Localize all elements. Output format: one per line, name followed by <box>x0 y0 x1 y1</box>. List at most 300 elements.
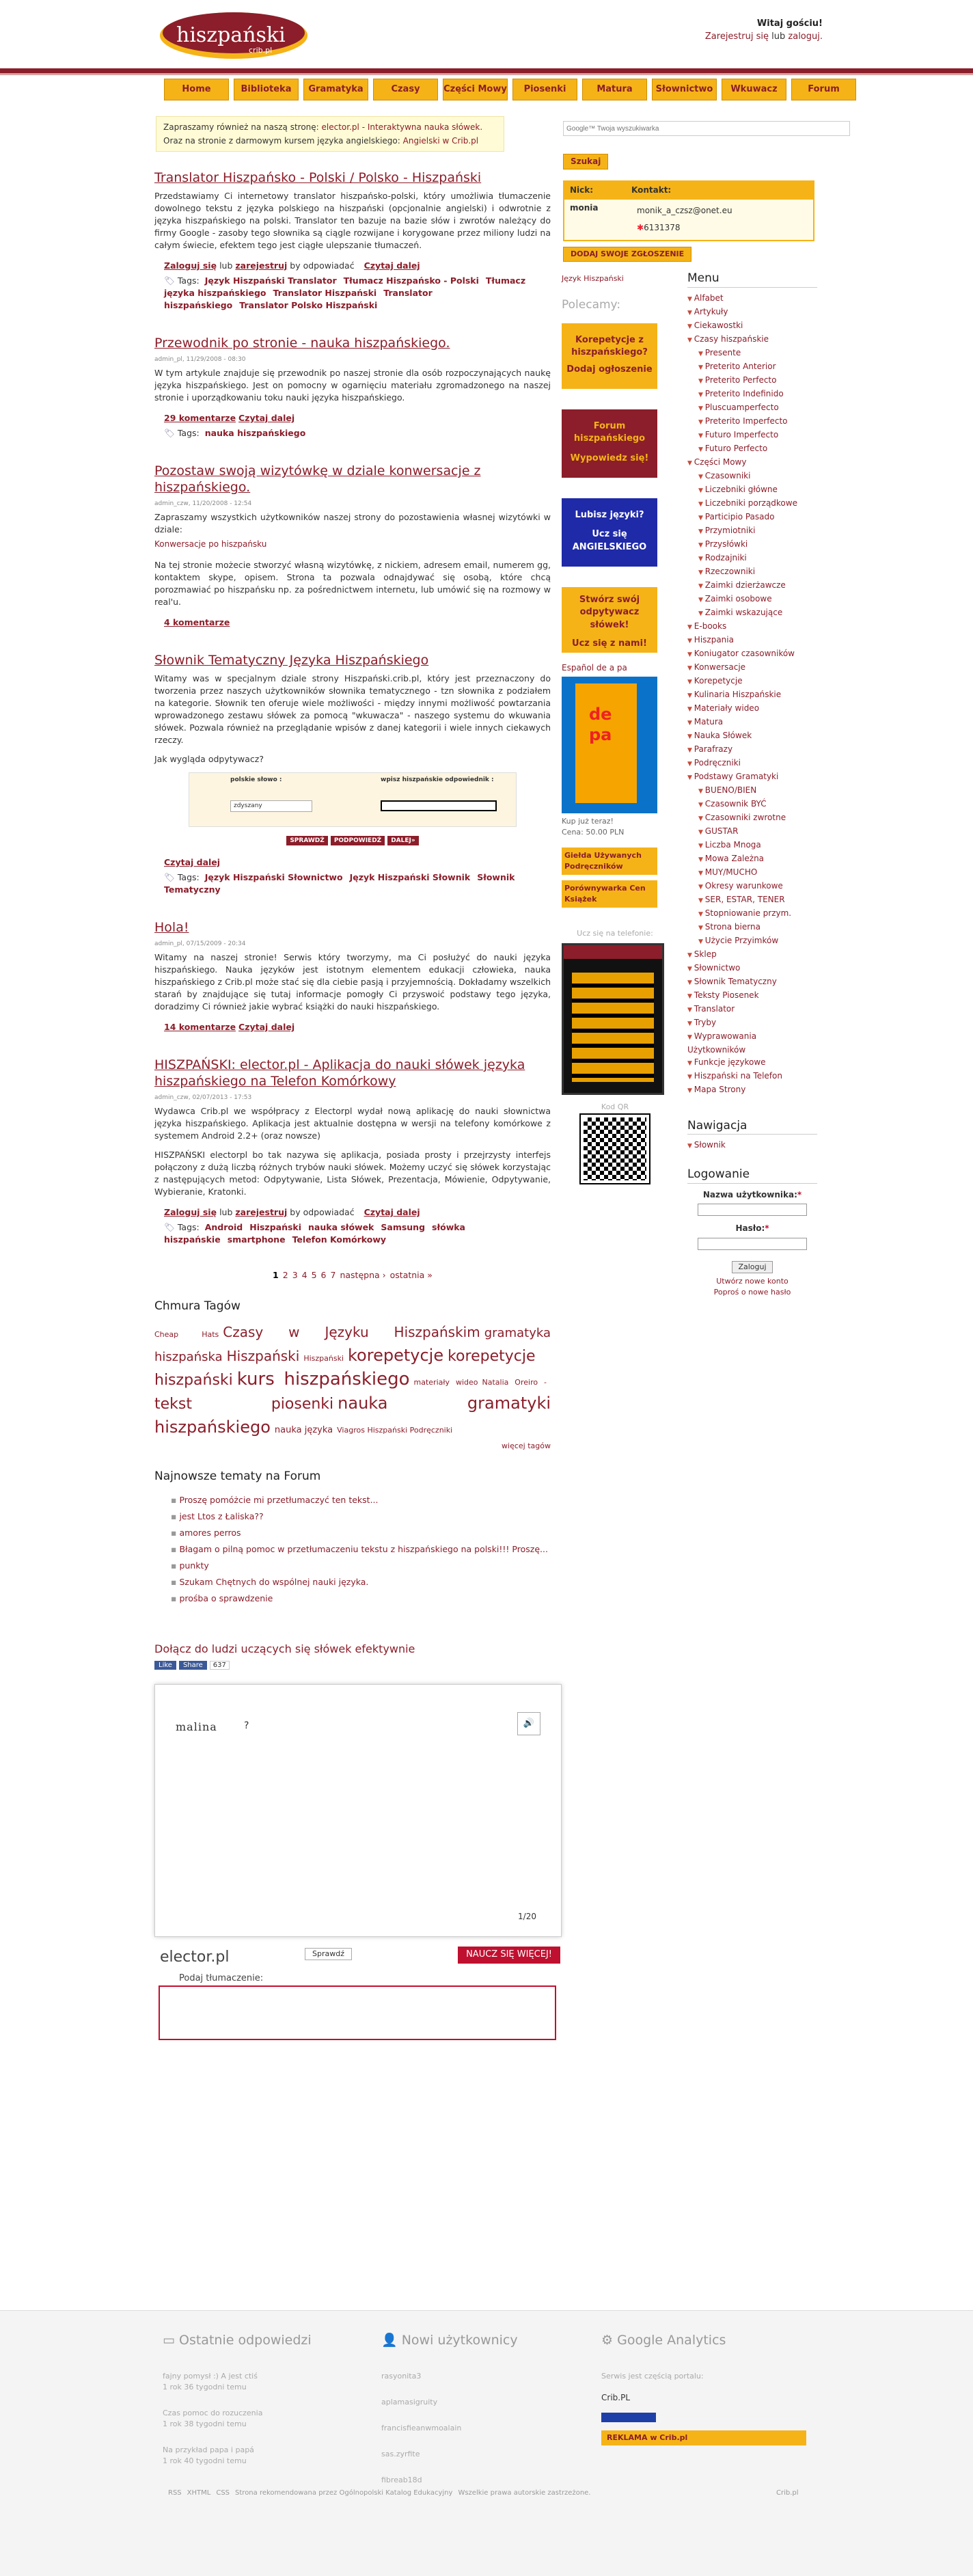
menu-item <box>687 839 817 852</box>
nav-item-2[interactable]: Gramatyka <box>303 79 368 100</box>
menu-link[interactable]: Czasownik BYĆ <box>704 798 767 809</box>
reply-link[interactable]: fajny pomysł :) A jest ctiś <box>163 2371 258 2381</box>
login-link[interactable]: zaloguj. <box>788 31 823 42</box>
menu-link[interactable]: Rzeczowniki <box>704 566 756 576</box>
tags-label: Tags: <box>177 428 200 439</box>
menu-link[interactable]: Słownictwo <box>694 962 741 973</box>
menu-item <box>687 716 817 729</box>
learn-more-button[interactable]: NAUCZ SIĘ WIĘCEJ! <box>458 1947 560 1964</box>
menu-link[interactable]: Teksty Piosenek <box>694 990 759 1000</box>
menu-item <box>687 1070 817 1083</box>
register-link[interactable]: Zarejestruj się <box>704 31 769 42</box>
porownywarka-link[interactable]: Porównywarka Cen Książek <box>562 880 657 908</box>
menu-item <box>687 634 817 647</box>
menu-item <box>687 511 817 524</box>
quiz-buttons <box>154 834 551 847</box>
tag-link[interactable]: Język Hiszpański Słownictwo <box>204 871 343 882</box>
tag-link[interactable]: Słownik Tematyczny <box>164 871 515 895</box>
angielski-link[interactable]: Angielski w Crib.pl <box>402 136 479 146</box>
menu-link[interactable]: Materiały wideo <box>694 703 760 713</box>
forum-topic-link[interactable]: prośba o sprawdzenie <box>179 1592 273 1603</box>
tags-label: Tags: <box>177 275 200 286</box>
book-heading: Español de a pa <box>562 662 627 673</box>
quiz-word: zdyszany <box>230 800 312 812</box>
cloud-tag[interactable]: nauka języka <box>274 1424 333 1435</box>
page-link[interactable]: 2 <box>282 1270 288 1281</box>
menu-item <box>687 442 817 456</box>
menu-link[interactable]: SER, ESTAR, TENER <box>704 894 785 904</box>
gear-icon: ⚙ <box>601 2333 614 2348</box>
menu-link[interactable]: Participio Pasado <box>704 511 775 521</box>
promo-forum[interactable] <box>562 409 657 478</box>
pager <box>154 1269 551 1282</box>
login-button[interactable]: Zaloguj <box>732 1261 772 1273</box>
welcome-box <box>705 18 823 44</box>
book-buy[interactable]: Kup już teraz! <box>562 816 614 826</box>
password-label: Hasło: <box>735 1223 765 1234</box>
new-user-link[interactable]: sas.zyrfite <box>381 2449 420 2458</box>
flashcard-counter: 1/20 <box>518 1911 536 1921</box>
menu-item <box>687 688 817 702</box>
menu-link[interactable]: Czasowniki <box>704 470 751 480</box>
post-meta: admin_pl, 07/15/2009 - 20:34 <box>154 940 246 947</box>
promo-4-title: Stwórz swój odpytywacz słówek! <box>579 594 640 631</box>
tag-link[interactable]: Translator Hiszpański <box>273 288 377 299</box>
menu-item <box>687 497 817 511</box>
password-input[interactable] <box>698 1238 807 1250</box>
menu-link[interactable]: Mapa Strony <box>694 1084 746 1094</box>
post-title[interactable]: HISZPAŃSKI: elector.pl - Aplikacja do nauki słówek języka hiszpańskiego na Telefon Komórkowy <box>154 1057 525 1089</box>
menu-item <box>687 524 817 538</box>
tag-link[interactable]: Samsung <box>381 1222 426 1233</box>
footer-title-2: Nowi użytkownicy <box>401 2333 518 2348</box>
menu-link[interactable]: Użycie Przyimków <box>704 935 779 945</box>
menu-link[interactable]: GUSTAR <box>704 826 739 836</box>
page-link[interactable]: 6 <box>320 1270 327 1281</box>
menu-link[interactable]: Funkcje językowe <box>694 1057 766 1067</box>
promo-2-cta: Wypowiedz się! <box>570 453 649 464</box>
post <box>154 335 551 439</box>
post-action-1[interactable]: Zaloguj się <box>164 1207 217 1218</box>
nav-item-3[interactable]: Czasy <box>373 79 438 100</box>
tag-icon: 🏷 <box>164 871 178 882</box>
post-tags <box>164 427 551 439</box>
menu-link[interactable]: Matura <box>694 716 724 727</box>
menu-link[interactable]: Mowa Zależna <box>704 853 765 863</box>
menu-item <box>687 729 817 743</box>
cloud-tag[interactable]: Cheap Hats <box>154 1329 219 1339</box>
footer-link[interactable]: CSS <box>216 2489 230 2497</box>
menu-link[interactable]: Wyprawowania Użytkowników <box>687 1031 757 1055</box>
menu-link[interactable]: Zaimki wskazujące <box>704 607 783 617</box>
read-more-link[interactable]: Czytaj dalej <box>238 413 295 424</box>
page-link[interactable]: 3 <box>292 1270 298 1281</box>
menu-item <box>687 852 817 866</box>
menu-link[interactable]: Translator <box>694 1003 735 1014</box>
tag-link[interactable]: smartphone <box>227 1234 286 1245</box>
nav-item-9[interactable]: Forum <box>791 79 856 100</box>
nick-header: Nick: <box>570 185 594 195</box>
post-title[interactable]: Translator Hiszpańsko - Polski / Polsko - Hiszpański <box>154 170 482 185</box>
sidebar <box>687 270 817 1298</box>
reply-link[interactable]: Czas pomoc do rozuczenia <box>163 2408 263 2417</box>
tag-link[interactable]: nauka hiszpańskiego <box>204 428 306 439</box>
post-action-suffix: by odpowiadać <box>290 260 355 271</box>
post <box>154 1057 551 1246</box>
post-inline-link[interactable]: Konwersacje po hiszpańsku <box>154 539 267 550</box>
sound-icon[interactable]: 🔊 <box>517 1712 540 1735</box>
post-action-1[interactable]: Zaloguj się <box>164 260 217 271</box>
post-actions <box>164 1206 551 1219</box>
menu-item <box>687 565 817 579</box>
post-body: Wydawca Crib.pl we współpracy z Electorpl wydał nową aplikację do nauki słownictwa języka hiszpańskiego. Aplikacja jest aktualnie dostępna w wersji na telefony komórkowe z systemem Android 2.2+ (oraz nowsze) <box>154 1106 551 1141</box>
menu-link[interactable]: Strona bierna <box>704 921 760 932</box>
read-more-link[interactable]: Czytaj dalej <box>164 856 221 867</box>
tag-link[interactable]: Translator Polsko Hiszpański <box>239 300 378 311</box>
menu-link[interactable]: Podręczniki <box>694 757 741 768</box>
more-tags-link[interactable]: więcej tagów <box>502 1441 551 1450</box>
menu-item <box>687 948 817 962</box>
post-title[interactable]: Pozostaw swoją wizytówkę w dziale konwersacje z hiszpańskiego. <box>154 463 481 496</box>
post-action-1[interactable]: 29 komentarze <box>164 413 236 424</box>
footer-link[interactable]: Wszelkie prawa autorskie zastrzeżone. <box>458 2489 591 2497</box>
menu-item <box>687 333 817 347</box>
cloud-tag[interactable]: Natalia Oreiro - <box>482 1377 547 1387</box>
qr-label: Kod QR <box>601 1102 629 1111</box>
post-tags <box>164 275 551 312</box>
tag-link[interactable]: Telefon Komórkowy <box>292 1234 387 1245</box>
post-body-2: Na tej stronie możecie stworzyć własną wizytówkę, z nickiem, adresem email, numerem gg, kontaktem skype, opisem. Strona ta pozwala odnajdywać się osobą, które chcą porozmawiać po hiszpańsku np. za pośrednictwem internetu, lub umówić się na rozmowy w real'u. <box>154 559 551 607</box>
menu-link[interactable]: Parafrazy <box>694 744 733 754</box>
nick-table <box>563 180 814 241</box>
menu-item <box>687 401 817 415</box>
last-page-link[interactable]: ostatnia » <box>389 1270 433 1281</box>
forum-item <box>171 1558 551 1574</box>
forum-topic-link[interactable]: Proszę pomóżcie mi przetłumaczyć ten tekst... <box>179 1494 379 1505</box>
menu-link[interactable]: Tryby <box>694 1017 717 1027</box>
post-body: Zapraszamy wszystkich użytkowników naszej strony do pozostawienia własnej wizytówki w dziale: <box>154 512 551 535</box>
promo-angielski[interactable] <box>562 498 657 567</box>
flashcard-word: malina <box>176 1720 217 1734</box>
post-title[interactable]: Hola! <box>154 919 189 935</box>
elector-logo[interactable]: elector.pl <box>160 1949 230 1966</box>
menu-item <box>687 1030 817 1056</box>
page-link[interactable]: 7 <box>330 1270 336 1281</box>
menu-item <box>687 743 817 757</box>
search-area <box>563 121 850 262</box>
cloud-tag[interactable]: nauka gramatyki hiszpańskiego <box>154 1393 551 1437</box>
nav-item-4[interactable]: Części Mowy <box>443 79 508 100</box>
tag-icon: 🏷 <box>164 275 178 286</box>
menu-link[interactable]: Stopniowanie przym. <box>704 908 792 918</box>
forum-topic-link[interactable]: punkty <box>179 1560 209 1571</box>
tag-link[interactable]: Translator hiszpańskiego <box>164 288 433 311</box>
tag-link[interactable]: Tłumacz języka hiszpańskiego <box>164 275 526 299</box>
gielda-link[interactable]: Giełda Używanych Podręczników <box>562 848 657 875</box>
menu-link[interactable]: Ciekawostki <box>694 320 743 330</box>
post-meta: admin_czw, 02/07/2013 - 17:53 <box>154 1094 252 1101</box>
menu-link[interactable]: Części Mowy <box>694 457 747 467</box>
promo-korepetycje[interactable] <box>562 323 657 389</box>
quiz-button-b1[interactable]: SPRAWDŹ <box>286 836 328 845</box>
post-action-or: lub <box>219 1207 233 1218</box>
forum-list <box>171 1492 551 1607</box>
search-button[interactable]: Szukaj <box>563 154 608 170</box>
tags-label: Tags: <box>177 1222 200 1233</box>
or-text: lub <box>771 31 786 42</box>
menu-item <box>687 606 817 620</box>
menu-link[interactable]: Okresy warunkowe <box>704 880 783 891</box>
menu-link[interactable]: Liczebniki porządkowe <box>704 498 797 508</box>
menu-item <box>687 538 817 552</box>
footer-link[interactable]: Crib.pl <box>776 2489 799 2497</box>
contact-header: Kontakt: <box>631 185 672 195</box>
forum-topic-link[interactable]: Szukam Chętnych do wspólnej nauki języka. <box>179 1576 369 1587</box>
tag-link[interactable]: Android <box>204 1222 243 1233</box>
menu-item <box>687 907 817 921</box>
menu-link[interactable]: BUENO/BIEN <box>704 785 757 795</box>
menu-link[interactable]: Przysłówki <box>704 539 748 549</box>
menu-link[interactable]: Korepetycje <box>694 675 743 686</box>
contact-email: monik_a_czsz@onet.eu <box>637 205 732 215</box>
menu-link[interactable]: Rodzajniki <box>704 552 747 562</box>
cloud-tag[interactable]: kurs hiszpańskiego <box>236 1368 410 1389</box>
post-actions <box>164 260 551 272</box>
menu-item <box>687 880 817 893</box>
tag-link[interactable]: Język Hiszpański Translator <box>204 275 337 286</box>
post-body: Witamy na naszej stronie! Serwis który tworzymy, ma Ci posłużyć do nauki języka hiszpańskiego. Nauka języków jest istotnym elementem edukacji człowieka, nauka hiszpańskiego z Crib.pl może stać się dla ciebie pasją i przyjemnością. Dokładamy wszelkich starań by znajdujące się tutaj informacje pomogły Ci przyswoić podstawy tego języka, doradzimy Ci również jakie wybrać książki do nauki hiszpańskiego. <box>154 951 551 1012</box>
menu-link[interactable]: Alfabet <box>694 293 724 303</box>
username-input[interactable] <box>698 1204 807 1216</box>
post-action-1[interactable]: 14 komentarze <box>164 1021 236 1032</box>
welcome-title: Witaj gościu! <box>756 18 823 29</box>
answer-input[interactable] <box>159 1985 556 2040</box>
menu-link[interactable]: Preterito Anterior <box>704 361 776 371</box>
promo-3-title: Lubisz języki? <box>575 509 644 520</box>
notice-line-2: Oraz na stronie z darmowym kursem języka angielskiego: <box>163 136 400 146</box>
cloud-tag[interactable]: korepetycje hiszpański <box>154 1347 536 1389</box>
menu-link[interactable]: Preterito Perfecto <box>704 375 777 385</box>
tag-link[interactable]: Hiszpański <box>249 1222 302 1233</box>
post <box>154 463 551 629</box>
quiz-button-b3[interactable]: DALEJ» <box>387 836 418 845</box>
menu-item <box>687 825 817 839</box>
menu-link[interactable]: Kulinaria Hiszpańskie <box>694 689 782 699</box>
reset-password-link[interactable]: Poproś o nowe hasło <box>713 1287 791 1297</box>
tag-cloud-title: Chmura Tagów <box>154 1299 241 1314</box>
post-action-2[interactable]: zarejestruj <box>235 1207 288 1218</box>
post-title[interactable]: Słownik Tematyczny Języka Hiszpańskiego <box>154 652 429 668</box>
menu-item <box>687 319 817 333</box>
post <box>154 170 551 312</box>
new-account-link[interactable]: Utwórz nowe konto <box>716 1276 789 1286</box>
menu-item <box>687 1016 817 1030</box>
page-link[interactable]: 1 <box>273 1270 279 1281</box>
menu-link[interactable]: Futuro Imperfecto <box>704 429 779 439</box>
new-user-link[interactable]: francisfieanwmoalain <box>381 2423 462 2432</box>
page-link[interactable]: 5 <box>311 1270 317 1281</box>
crib-link[interactable]: Crib.PL <box>601 2393 630 2403</box>
menu-item <box>687 1083 817 1097</box>
quiz-answer-input[interactable] <box>381 800 497 811</box>
required-mark: * <box>797 1189 802 1199</box>
post <box>154 652 551 896</box>
forum-topic-link[interactable]: Błagam o pilną pomoc w przetłumaczeniu tekstu z hiszpańskiego na polski!!! Proszę... <box>179 1543 548 1554</box>
elector-title: Dołącz do ludzi uczących się słówek efektywnie <box>154 1642 415 1655</box>
main-nav <box>164 79 856 100</box>
nav-item-1[interactable]: Biblioteka <box>234 79 299 100</box>
flashcard <box>154 1684 562 1937</box>
tag-link[interactable]: Tłumacz Hiszpańsko - Polski <box>343 275 479 286</box>
reply-time: 1 rok 40 tygodni temu <box>163 2456 247 2465</box>
menu-link[interactable]: Liczebniki główne <box>704 484 778 494</box>
post-title[interactable]: Przewodnik po stronie - nauka hiszpańskiego. <box>154 336 450 351</box>
footer-link[interactable]: RSS <box>168 2489 182 2497</box>
read-more-link[interactable]: Czytaj dalej <box>364 1207 420 1218</box>
menu-link[interactable]: Hiszpania <box>694 634 734 645</box>
menu-link[interactable]: E-books <box>694 621 727 631</box>
menu-item <box>687 593 817 606</box>
menu-item <box>687 456 817 470</box>
answer-label: Podaj tłumaczenie: <box>179 1973 264 1984</box>
qr-code <box>581 1115 649 1183</box>
menu-item <box>687 483 817 497</box>
new-user-link[interactable]: fibreab18d <box>381 2475 422 2484</box>
nav-item-5[interactable]: Piosenki <box>512 79 577 100</box>
menu-title: Menu <box>687 270 817 288</box>
footer-link[interactable]: Strona rekomendowana przez Ogólnopolski Katalog Edukacyjny <box>235 2489 453 2497</box>
search-input[interactable] <box>563 121 850 136</box>
phone-app-image[interactable] <box>562 943 664 1095</box>
menu-item <box>687 798 817 811</box>
nav-item-6[interactable]: Matura <box>582 79 647 100</box>
recommend-label: Polecamy: <box>562 297 621 312</box>
menu-link[interactable]: Słownik Tematyczny <box>694 976 777 986</box>
cloud-tag[interactable]: Hiszpański <box>226 1347 300 1364</box>
nav-item-7[interactable]: Słownictwo <box>652 79 717 100</box>
post-meta: admin_czw, 11/20/2008 - 12:54 <box>154 500 252 508</box>
menu-item <box>687 579 817 593</box>
flashcard-question: ? <box>244 1720 249 1732</box>
menu-link[interactable]: Sklep <box>694 949 717 959</box>
promo-odpytywacz[interactable] <box>562 587 657 653</box>
menu-link[interactable]: Koniugator czasowników <box>694 648 795 658</box>
new-user-link[interactable]: rasyonita3 <box>381 2371 422 2381</box>
cloud-tag[interactable]: Czasy w Języku Hiszpańskim <box>223 1323 480 1340</box>
promo-4-cta: Ucz się z nami! <box>572 638 647 649</box>
post-action-suffix: by odpowiadać <box>290 1207 355 1218</box>
menu-item <box>687 374 817 388</box>
nav-link-slownik[interactable]: Słownik <box>694 1140 726 1150</box>
page-link[interactable]: 4 <box>301 1270 307 1281</box>
menu-link[interactable]: Podstawy Gramatyki <box>694 771 779 781</box>
menu-item <box>687 784 817 798</box>
post-body: W tym artykule znajduje się przewodnik po naszej stronie dla osób rozpoczynających naukę języka hiszpańskiego. Jest on pomocny w ogarnięciu materiału zgromadzonego na naszej stronie i uporządkowaniu toku nauki języka hiszpańskiego. <box>154 368 551 403</box>
menu-item <box>687 347 817 360</box>
elector-link[interactable]: elector.pl - Interaktywna nauka słówek. <box>321 122 483 132</box>
menu-link[interactable]: Przymiotniki <box>704 525 756 535</box>
menu-link[interactable]: Hiszpański na Telefon <box>694 1070 782 1081</box>
check-button[interactable]: Sprawdź <box>305 1948 352 1960</box>
forum-topic-link[interactable]: amores perros <box>179 1527 241 1538</box>
cloud-tag[interactable]: korepetycje <box>348 1345 444 1365</box>
footer-link[interactable]: XHTML <box>187 2489 211 2497</box>
cloud-tag[interactable]: tekst piosenki <box>154 1395 334 1413</box>
tag-link[interactable]: nauka słówek <box>308 1222 374 1233</box>
reply-time: 1 rok 38 tygodni temu <box>163 2419 247 2428</box>
menu-link[interactable]: Czasowniki zwrotne <box>704 812 786 822</box>
read-more-link[interactable]: Czytaj dalej <box>238 1021 295 1032</box>
login-form <box>687 1189 817 1298</box>
menu-link[interactable]: Nauka Słówek <box>694 730 752 740</box>
menu-link[interactable]: Preterito Indefinido <box>704 388 784 398</box>
menu-link[interactable]: Liczba Mnoga <box>704 839 761 850</box>
nav-list <box>687 1139 817 1152</box>
menu-link[interactable]: Zaimki dzierżawcze <box>704 580 786 590</box>
tag-icon: 🏷 <box>164 1222 178 1233</box>
site-logo[interactable] <box>159 5 316 62</box>
forum-item <box>171 1574 551 1590</box>
book-cover[interactable]: de pa <box>562 677 657 813</box>
menu-link[interactable]: Pluscuamperfecto <box>704 402 779 412</box>
post-action-1[interactable]: 4 komentarze <box>164 616 230 627</box>
portal-label: Serwis jest częścią portalu: <box>601 2371 704 2381</box>
menu-item <box>687 470 817 483</box>
menu-link[interactable]: Preterito Imperfecto <box>704 416 788 426</box>
reply-link[interactable]: Na przykład papa i papá <box>163 2445 254 2454</box>
like-button[interactable]: Like <box>154 1661 176 1670</box>
cloud-tag[interactable]: materiały wideo <box>413 1377 478 1387</box>
tag-link[interactable]: słówka hiszpańskie <box>164 1222 465 1245</box>
menu-link[interactable]: MUY/MUCHO <box>704 867 758 877</box>
tag-link[interactable]: Język Hiszpański Słownik <box>349 871 471 882</box>
comment-icon: ▭ <box>163 2333 175 2348</box>
cloud-tag[interactable]: gramatyka hiszpańska <box>154 1325 551 1364</box>
menu-link[interactable]: Czasy hiszpańskie <box>694 334 769 344</box>
cloud-tag[interactable]: Viagros Hiszpański Podręczniki <box>337 1425 453 1435</box>
promo-1-title: Korepetycje z hiszpańskiego? <box>571 334 648 358</box>
menu-list <box>687 292 817 1097</box>
add-entry-button[interactable]: DODAJ SWOJE ZGŁOSZENIE <box>563 247 691 262</box>
next-page-link[interactable]: następna › <box>340 1270 386 1281</box>
quiz-button-b2[interactable]: PODPOWIEDŹ <box>331 836 385 845</box>
menu-link[interactable]: Zaimki osobowe <box>704 593 772 604</box>
new-user-link[interactable]: aplamasigruity <box>381 2397 438 2406</box>
recent-reply <box>163 2445 368 2467</box>
menu-link[interactable]: Presente <box>704 347 741 357</box>
forum-topic-link[interactable]: jest Ltos z Łaliska?? <box>179 1510 264 1521</box>
post-action-2[interactable]: zarejestruj <box>235 260 288 271</box>
ad-link[interactable]: REKLAMA w Crib.pl <box>601 2430 806 2445</box>
nav-item-0[interactable]: Home <box>164 79 229 100</box>
post-body: Witamy was w specjalnym dziale strony Hiszpański.crib.pl, który jest przeznaczony do tworzenia przez naszych użytkowników słownika tematycznego - tzn słownika z podziałem na kategorie. Słownik ten oferuje wiele możliwości - między innymi możliwość powtarzania wprowadzonego zestawu słówek za pomocą "wkuwacza" - naszego systemu do wkuwania słówek. Pozwala również na przeglądanie wpisów z danej kategorii i wiele innych ciekawych rzeczy. <box>154 673 551 745</box>
read-more-link[interactable]: Czytaj dalej <box>364 260 420 271</box>
menu-link[interactable]: Futuro Perfecto <box>704 443 768 453</box>
menu-item <box>687 702 817 716</box>
menu-link[interactable]: Konwersacje <box>694 662 746 672</box>
cloud-tag[interactable]: Hiszpański <box>303 1353 344 1363</box>
nav-item-8[interactable]: Wkuwacz <box>722 79 786 100</box>
menu-item <box>687 661 817 675</box>
footer-recent-replies <box>163 2331 368 2482</box>
menu-item <box>687 1056 817 1070</box>
forum-item <box>171 1525 551 1541</box>
share-count: 637 <box>210 1661 230 1670</box>
menu-link[interactable]: Artykuły <box>694 306 728 316</box>
share-button[interactable]: Share <box>179 1661 207 1670</box>
post-actions <box>164 856 551 869</box>
post-actions <box>164 616 551 629</box>
